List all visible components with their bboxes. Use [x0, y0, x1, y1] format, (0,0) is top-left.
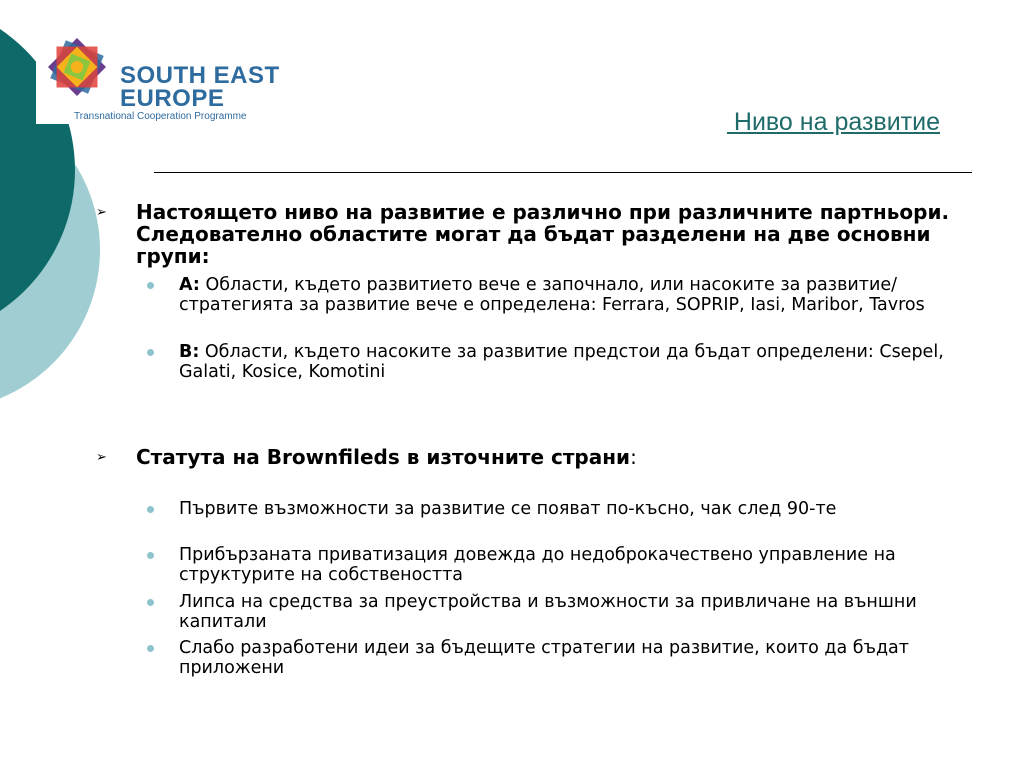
- item-text: Области, където насоките за развитие предстои да бъдат определени: Csepel, Galati, Kosice, Komotini: [179, 342, 944, 382]
- circle-bullet-icon: [147, 349, 154, 356]
- circle-bullet-icon: [147, 645, 154, 652]
- item-text: Прибързаната приватизация довежда до недоброкачествено управление на структурите на собствеността: [179, 545, 896, 585]
- page-title: Ниво на развитие: [726, 108, 940, 136]
- section-2-text: Статута на Brownfileds в източните страни: [136, 445, 631, 469]
- arrow-bullet-icon: ➢: [96, 450, 107, 465]
- section-2-item-3: [179, 592, 959, 632]
- star-logo-icon: [36, 26, 118, 108]
- circle-bullet-icon: [147, 506, 154, 513]
- item-text: Липса на средства за преустройства и възможности за привличане на външни капитали: [179, 592, 917, 632]
- section-1-item-a: [179, 275, 959, 315]
- circle-bullet-icon: [147, 599, 154, 606]
- section-2-item-4: [179, 638, 959, 678]
- logo-text-line1: SOUTH EAST: [120, 62, 280, 89]
- section-1-text: Настоящето ниво на развитие е различно при различните партньори. Следователно областите могат да бъдат разделени на две основни групи:: [136, 200, 950, 268]
- item-label: A:: [179, 275, 200, 295]
- circle-bullet-icon: [147, 552, 154, 559]
- section-2-bullet: [96, 445, 956, 469]
- item-label: B:: [179, 342, 200, 362]
- item-text: Първите възможности за развитие се появат по-късно, чак след 90-те: [179, 499, 837, 519]
- logo-subtitle: Transnational Cooperation Programme: [74, 111, 247, 122]
- section-2-suffix: :: [630, 445, 637, 469]
- title-divider: [154, 172, 972, 173]
- arrow-bullet-icon: ➢: [96, 205, 107, 220]
- item-text: Области, където развитието вече е започнало, или насоките за развитие/стратегията за развитие вече е определена: Ferrara, SOPRIP, Iasi, Maribor, Tavros: [179, 275, 925, 315]
- section-2-item-1: [179, 499, 959, 519]
- section-1-item-b: [179, 342, 959, 382]
- circle-bullet-icon: [147, 282, 154, 289]
- item-text: Слабо разработени идеи за бъдещите стратегии на развитие, които да бъдат приложени: [179, 638, 909, 678]
- section-1-bullet: [96, 200, 956, 268]
- logo-text-line2: EUROPE: [120, 85, 225, 112]
- section-2-item-2: [179, 545, 959, 585]
- programme-logo: [36, 20, 286, 124]
